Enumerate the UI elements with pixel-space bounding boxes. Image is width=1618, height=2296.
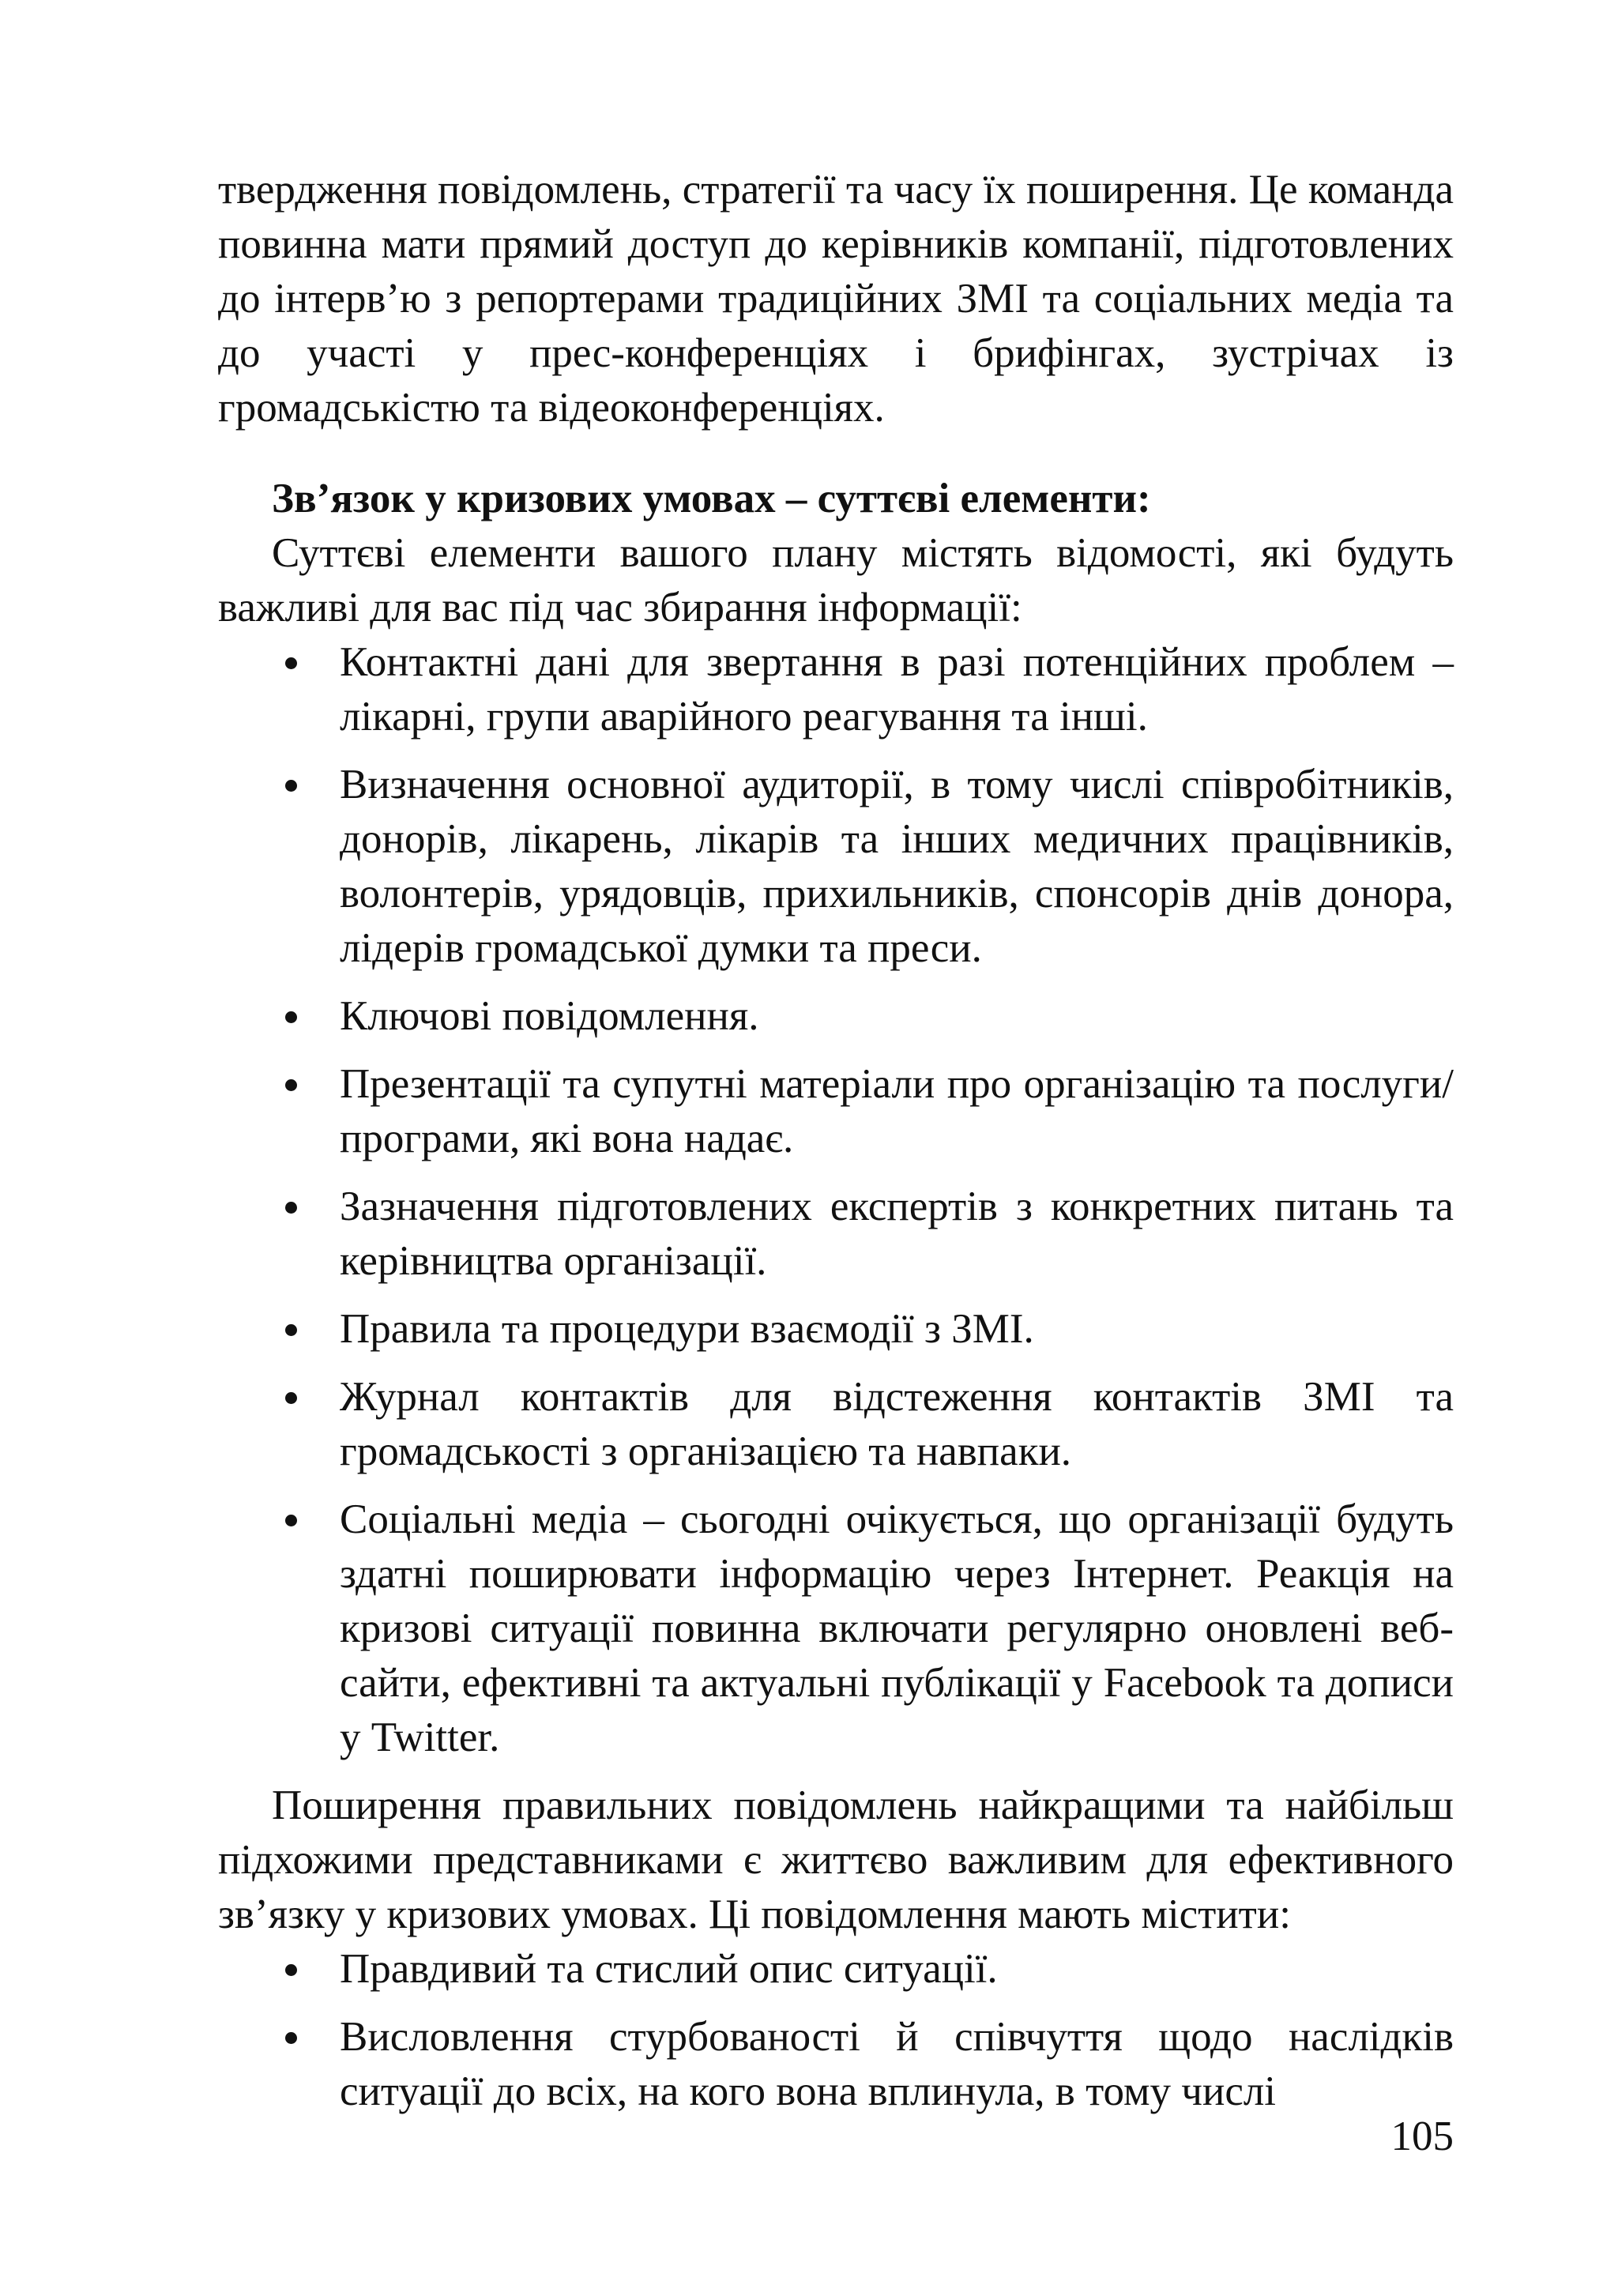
essential-elements-list [218,635,1454,1765]
list-item [340,1180,1454,1289]
list-item-text: Ключові повідомлення. [340,993,759,1039]
bullet-icon [285,1202,297,1214]
list-item [340,758,1454,976]
bullet-icon [285,1324,297,1336]
intro-paragraph: Суттєві елементи вашого плану містять відомості, які будуть важливі для вас під час збирання інформації: [218,530,1454,630]
list-item-text: Журнал контактів для відстеження контактів ЗМІ та громадськості з організацією та навпаки. [340,1374,1454,1474]
bullet-icon [285,1964,297,1976]
bullet-icon [285,1515,297,1526]
list-item [340,989,1454,1044]
list-item-text: Визначення основної аудиторії, в тому числі співробітників, донорів, лікарень, лікарів та інших медичних працівників, волонтерів, урядовців, прихильників, спонсорів днів донора, лідерів громадської думки та преси. [340,762,1454,971]
section-heading: Зв’язок у кризових умовах – суттєві елементи: [272,476,1151,521]
bullet-icon [285,657,297,669]
list-item-text: Соціальні медіа – сьогодні очікується, що організації будуть здатні поширювати інформацію через Інтернет. Реакція на кризові ситуації повинна включати регулярно оновлені веб-сайти, ефективні та актуальні публікації у Facebook та дописи у Twitter. [340,1496,1454,1760]
bullet-icon [285,2032,297,2044]
list-item [340,1492,1454,1765]
bullet-icon [285,1011,297,1023]
list-item-text: Правила та процедури взаємодії з ЗМІ. [340,1306,1034,1352]
list-item [340,1057,1454,1166]
bullet-icon [285,780,297,792]
bullet-icon [285,1079,297,1091]
page-text [218,163,1454,2132]
list-item [340,2010,1454,2119]
bullet-icon [285,1392,297,1404]
list-item [340,635,1454,744]
page-number: 105 [1390,2113,1454,2159]
opening-paragraph: твердження повідомлень, стратегії та часу їх поширення. Це команда повинна мати прямий доступ до керівників компанії, підготовлених до інтерв’ю з репортерами традиційних ЗМІ та соціальних медіа та до участі у прес-конференціях і брифінгах, зустрічах із громадськістю та відеоконференціях. [218,167,1454,431]
list-item [340,1370,1454,1479]
list-item-text: Висловлення стурбованості й співчуття щодо наслідків ситуації до всіх, на кого вона вплинула, в тому числі [340,2014,1454,2114]
list-item [340,1942,1454,1997]
list-item-text: Контактні дані для звертання в разі потенційних проблем – лікарні, групи аварійного реагування та інші. [340,639,1454,740]
list-item-text: Зазначення підготовлених експертів з конкретних питань та керівництва організації. [340,1184,1454,1284]
message-requirements-list [218,1942,1454,2119]
list-item [340,1302,1454,1357]
distribution-paragraph: Поширення правильних повідомлень найкращими та найбільш підхожими представниками є життєво важливим для ефективного зв’язку у кризових умовах. Ці повідомлення мають містити: [218,1782,1454,1937]
list-item-text: Правдивий та стислий опис ситуації. [340,1946,998,1992]
list-item-text: Презентації та супутні матеріали про організацію та послуги/програми, які вона надає. [340,1061,1454,1161]
